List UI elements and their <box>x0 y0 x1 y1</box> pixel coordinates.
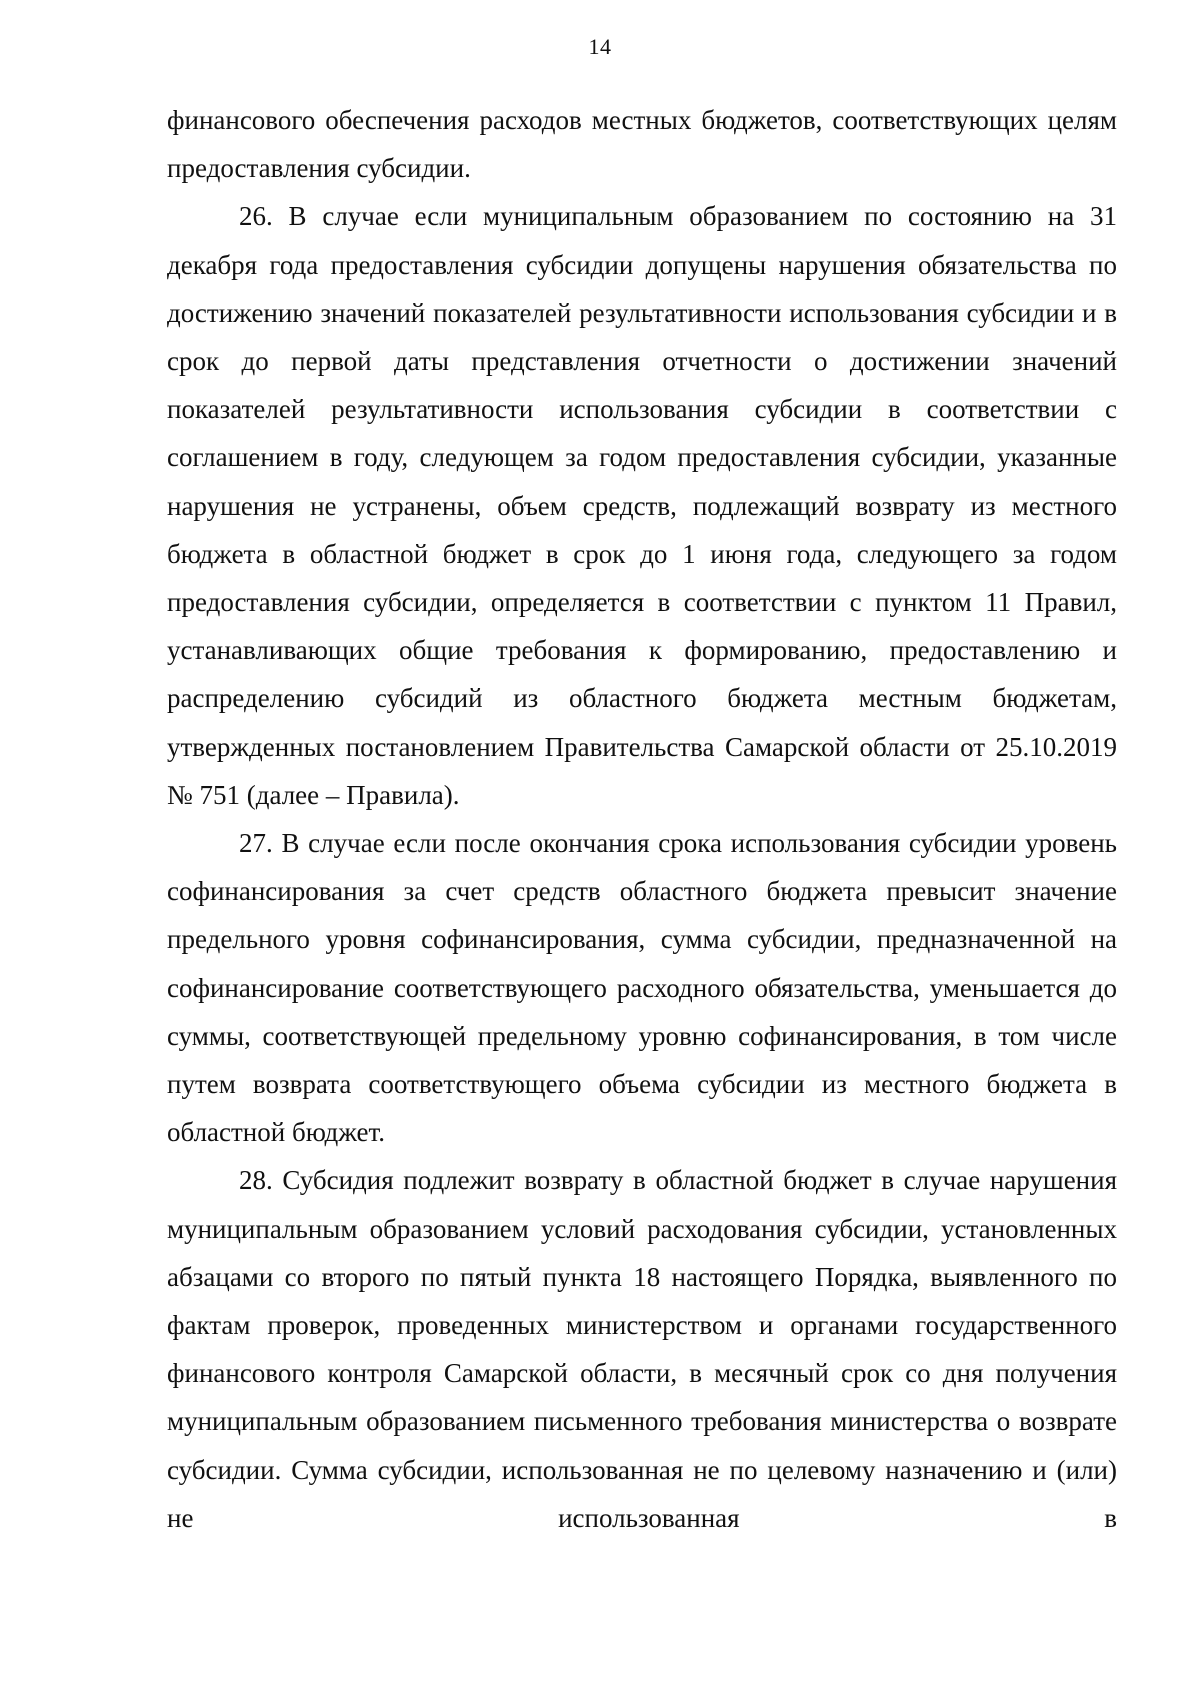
paragraph-27: 27. В случае если после окончания срока использования субсидии уровень софинансирования за счет средств областного бюджета превысит значение предельного уровня софинансирования, сумма субсидии, предназначенной на софинансирование соответствующего расходного обязательства, уменьшается до суммы, соответствующей предельному уровню софинансирования, в том числе путем возврата соответствующего объема субсидии из местного бюджета в областной бюджет. <box>167 828 1117 1148</box>
paragraph-28: 28. Субсидия подлежит возврату в областной бюджет в случае нарушения муниципальным образованием условий расходования субсидии, установленных абзацами со второго по пятый пункта 18 настоящего Порядка, выявленного по фактам проверок, проведенных министерством и органами государственного финансового контроля Самарской области, в месячный срок со дня получения муниципальным образованием письменного требования министерства о возврате субсидии. Сумма субсидии, использованная не по целевому назначению и (или) не использованная в <box>167 1165 1117 1533</box>
document-body <box>167 96 1117 1542</box>
page-number: 14 <box>588 34 612 59</box>
paragraph-continuation: финансового обеспечения расходов местных бюджетов, соответствующих целям предоставления субсидии. <box>167 105 1117 184</box>
paragraph-26: 26. В случае если муниципальным образованием по состоянию на 31 декабря года предоставления субсидии допущены нарушения обязательства по достижению значений показателей результативности использования субсидии и в срок до первой даты представления отчетности о достижении значений показателей результативности использования субсидии в соответствии с соглашением в году, следующем за годом предоставления субсидии, указанные нарушения не устранены, объем средств, подлежащий возврату из местного бюджета в областной бюджет в срок до 1 июня года, следующего за годом предоставления субсидии, определяется в соответствии с пунктом 11 Правил, устанавливающих общие требования к формированию, предоставлению и распределению субсидий из областного бюджета местным бюджетам, утвержденных постановлением Правительства Самарской области от 25.10.2019 № 751 (далее – Правила). <box>167 201 1117 810</box>
